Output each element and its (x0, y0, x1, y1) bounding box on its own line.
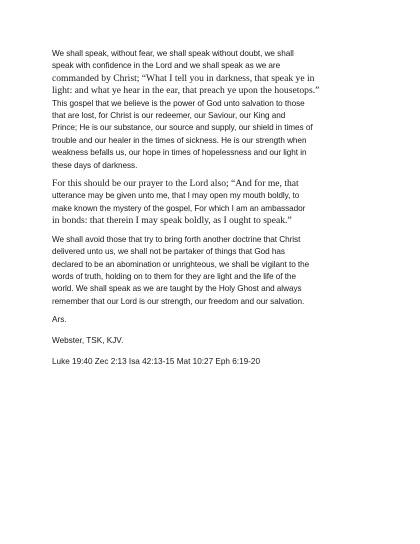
text-line: words of truth, holding on to them for they are light and the life of the (52, 271, 296, 281)
sources-line: Webster, TSK, KJV. (52, 336, 124, 346)
text-line: Prince; He is our substance, our source and supply, our shield in times of (52, 123, 313, 133)
scripture-quote-line: For this should be our prayer to the Lord also; “And for me, that (52, 178, 299, 190)
text-line: remember that our Lord is our strength, our freedom and our salvation. (52, 296, 305, 306)
text-line: We shall avoid those that try to bring forth another doctrine that Christ (52, 234, 301, 244)
text-line: We shall speak, without fear, we shall speak without doubt, we shall (52, 49, 294, 58)
text-line: trouble and our healer in the times of sickness. He is our strength when (52, 135, 307, 145)
scripture-quote-line: in bonds: that therein I may speak boldly, as I ought to speak.” (52, 215, 292, 227)
scripture-quote-line: commanded by Christ; “What I tell you in darkness, that speak ye in (52, 72, 315, 84)
closing-text: Ars. (52, 315, 67, 325)
text-line: weakness befalls us, our hope in times of hopelessness and our light in (52, 148, 307, 158)
text-line: these days of darkness. (52, 160, 138, 170)
text-line: utterance may be given unto me, that I may open my mouth boldly, to (52, 191, 300, 201)
text-line: delivered unto us, we shall not be partaker of things that God has (52, 247, 285, 257)
paragraph-prayer (52, 178, 370, 228)
text-line: This gospel that we believe is the power of God unto salvation to those (52, 98, 305, 108)
text-line: declared to be an abomination or unrighteous, we shall be vigilant to the (52, 259, 310, 269)
references-line: Luke 19:40 Zec 2:13 Isa 42:13-15 Mat 10:27 Eph 6:19-20 (52, 357, 261, 367)
text-line: that are lost, for Christ is our redeemer, our Saviour, our King and (52, 111, 286, 121)
text-line: make known the mystery of the gospel, For which I am an ambassador (52, 203, 306, 213)
text-line: world. We shall speak as we are taught by the Holy Ghost and always (52, 284, 302, 294)
paragraph-avoid-doctrine (52, 234, 370, 308)
scripture-quote-line: light: and what ye hear in the ear, that preach ye upon the housetops.” (52, 85, 320, 97)
text-line: speak with confidence in the Lord and we shall speak as we are (52, 61, 281, 71)
paragraph-speak-without-fear (52, 48, 370, 172)
